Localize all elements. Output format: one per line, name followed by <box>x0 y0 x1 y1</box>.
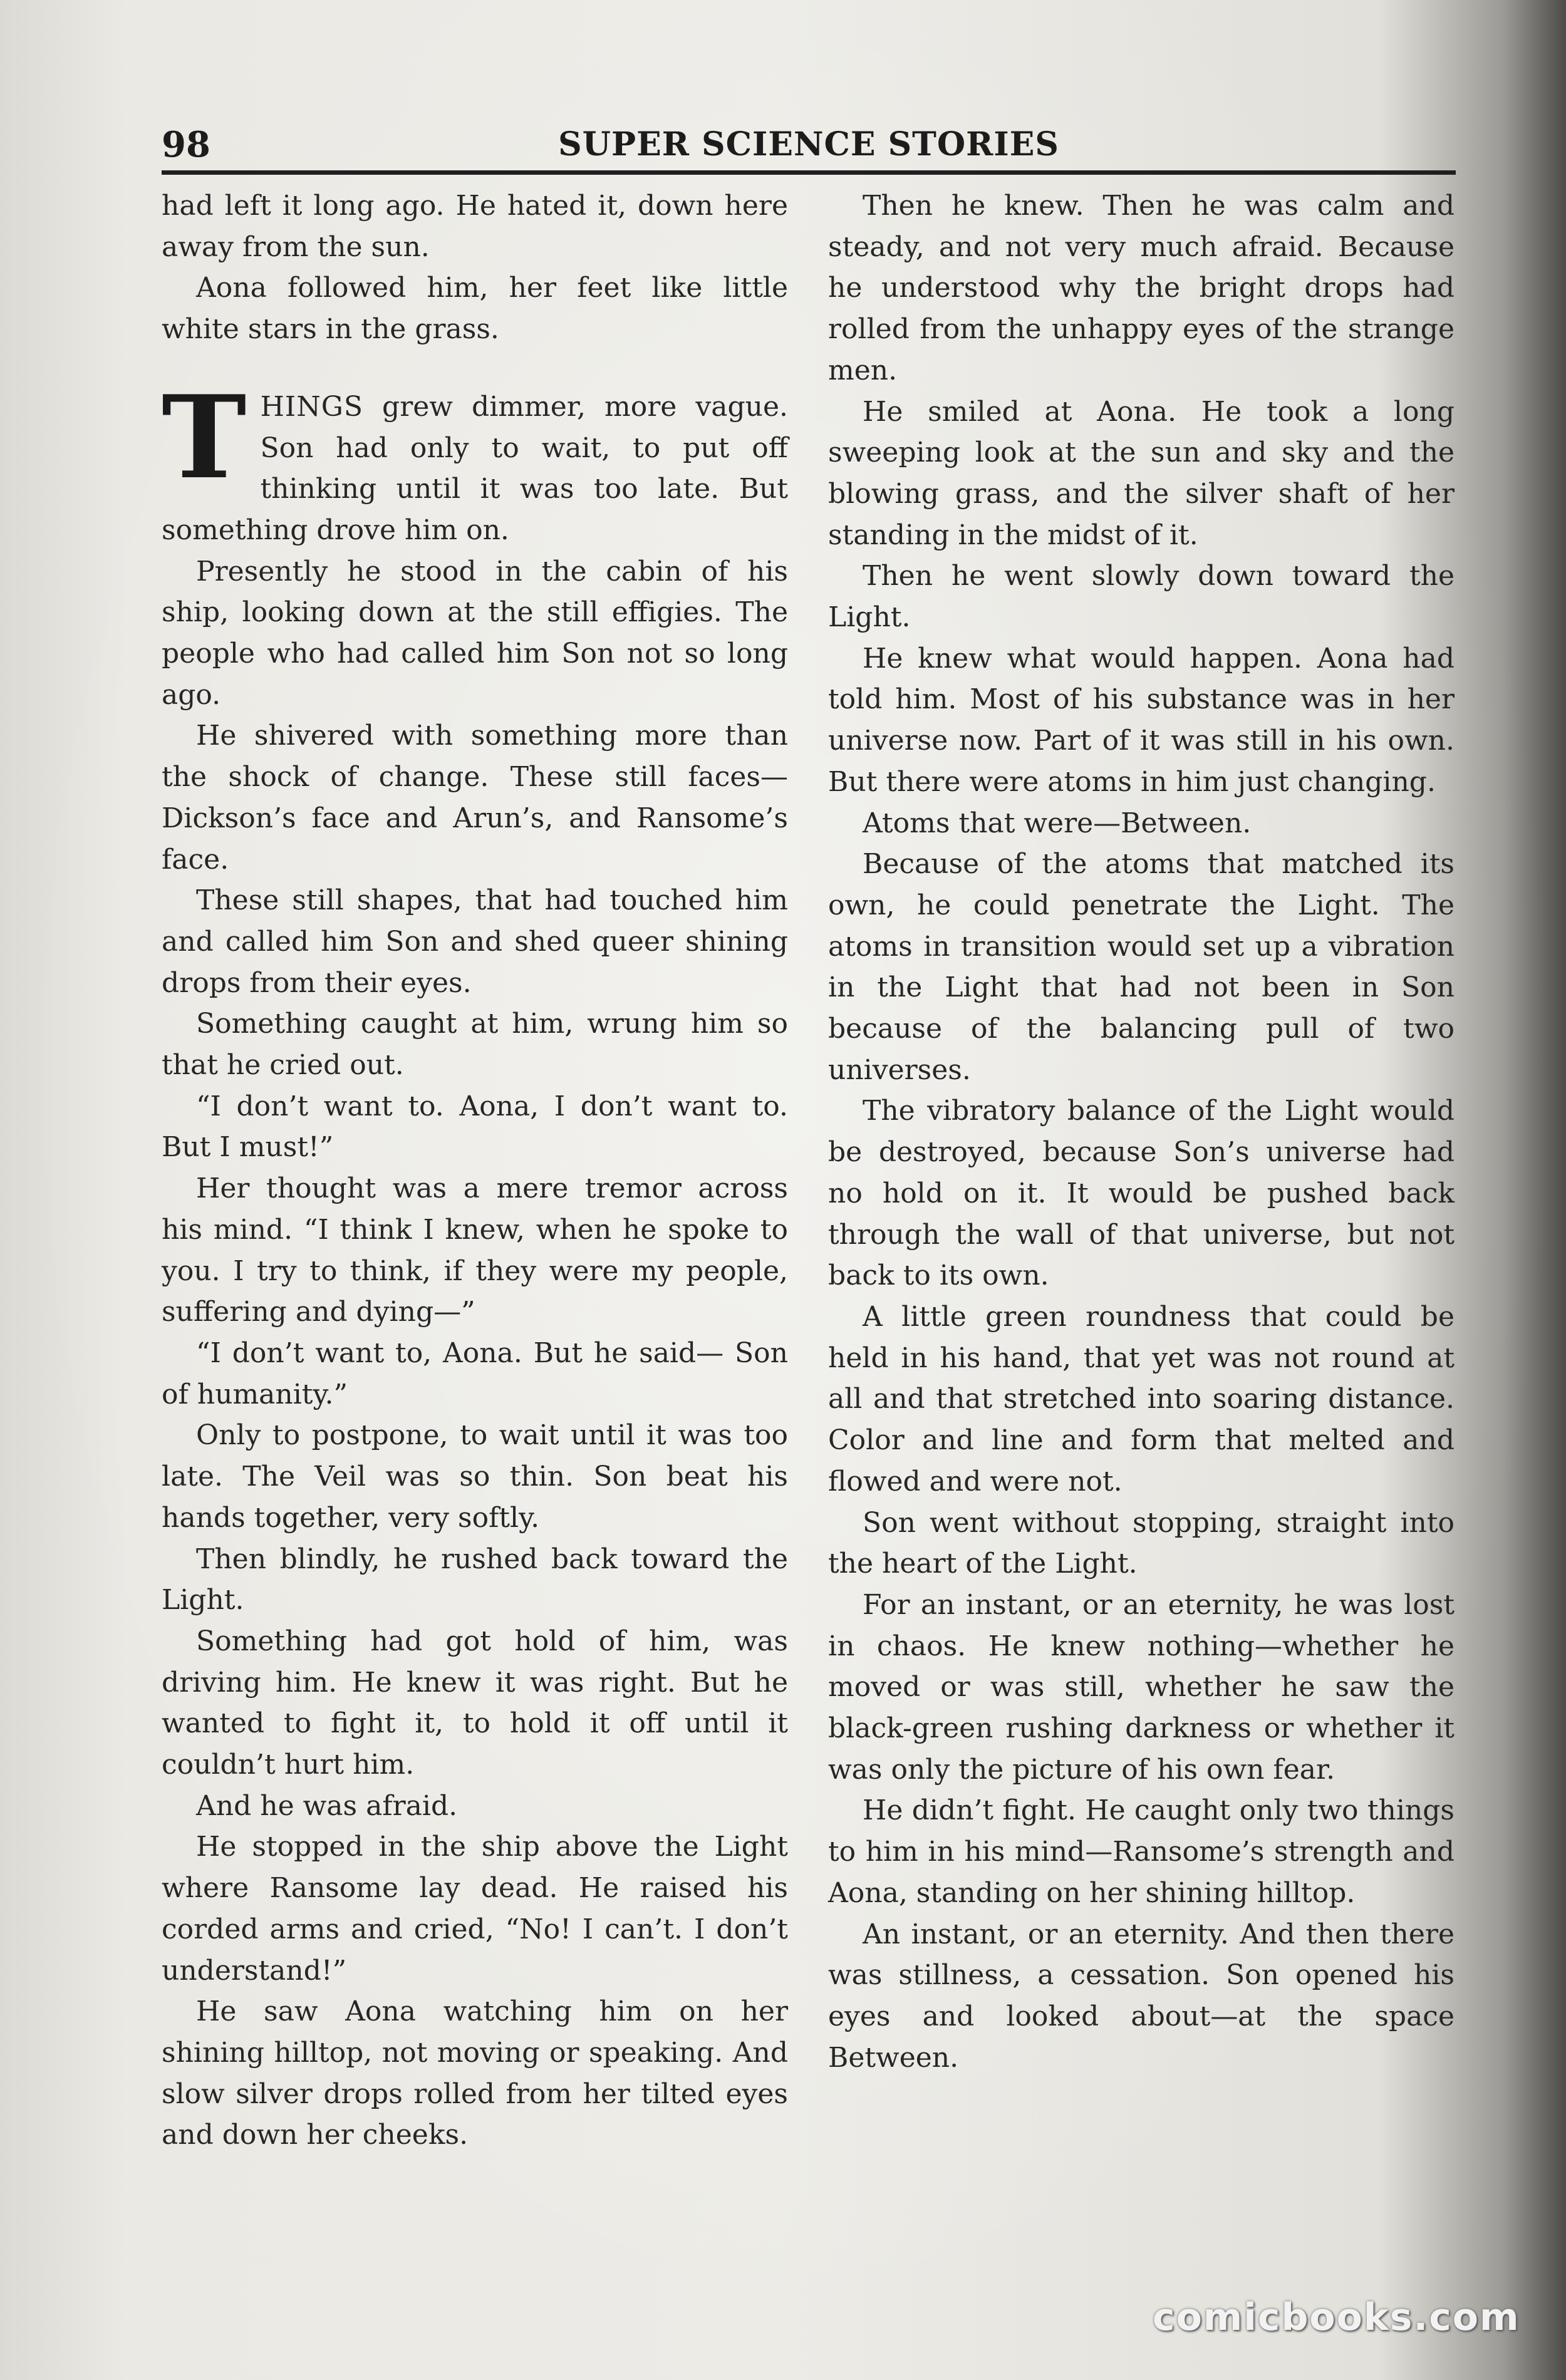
paragraph: Son went without stopping, straight into the heart of the Light. <box>828 1506 1455 1580</box>
paragraph: had left it long ago. He hated it, down here away from the sun. <box>162 190 788 263</box>
drop-cap: T <box>162 370 247 504</box>
right-column <box>828 185 1455 2078</box>
paragraph: For an instant, or an eternity, he was lost in chaos. He knew nothing—whether he moved or was still, whether he saw the black-green rushing darkness or whether it was only the picture of his own fear. <box>828 1588 1455 1786</box>
paragraph: Atoms that were—Between. <box>863 807 1252 839</box>
paragraph: And he was afraid. <box>196 1789 458 1822</box>
paragraph: Presently he stood in the cabin of his ship, looking down at the still effigies. The people who had called him Son not so long ago. <box>162 555 788 711</box>
paragraph: Then he knew. Then he was calm and steady, and not very much afraid. Because he understood why the bright drops had rolled from the unhappy eyes of the strange men. <box>828 190 1455 386</box>
watermark-logo: comicbooks.com <box>1153 2295 1520 2339</box>
paragraph: He shivered with something more than the shock of change. These still faces— Dickson’s face and Arun’s, and Ransome’s face. <box>162 720 788 876</box>
paragraph: “I don’t want to. Aona, I don’t want to. But I must!” <box>162 1090 788 1164</box>
paragraph: He smiled at Aona. He took a long sweeping look at the sun and sky and the blowing grass, and the silver shaft of her standing in the midst of it. <box>828 395 1455 551</box>
paragraph: He didn’t fight. He caught only two things to him in his mind—Ransome’s strength and Aona, standing on her shining hilltop. <box>828 1794 1455 1909</box>
section-start-text: grew dimmer, more vague. Son had only to wait, to put off thinking until it was too late. But something drove him on. <box>162 390 788 546</box>
paragraph: Something had got hold of him, was driving him. He knew it was right. But he wanted to fight it, to hold it off until it couldn’t hurt him. <box>162 1625 788 1781</box>
page-number: 98 <box>162 124 210 165</box>
paragraph: Because of the atoms that matched its own, he could penetrate the Light. The atoms in transition would set up a vibration in the Light that had not been in Son because of the balancing pull of two universes. <box>828 848 1455 1086</box>
section-start-paragraph <box>162 370 788 551</box>
paragraph: Then blindly, he rushed back toward the Light. <box>162 1543 788 1617</box>
small-caps-lead: HINGS <box>260 390 363 423</box>
paragraph: An instant, or an eternity. And then there was stillness, a cessation. Son opened his eyes and looked about—at the space Between. <box>828 1918 1455 2074</box>
paragraph: Only to postpone, to wait until it was too late. The Veil was so thin. Son beat his hands together, very softly. <box>162 1419 788 1534</box>
paragraph: These still shapes, that had touched him and called him Son and shed queer shining drops from their eyes. <box>162 884 788 999</box>
paragraph: Her thought was a mere tremor across his mind. “I think I knew, when he spoke to you. I try to think, if they were my people, suffering and dying—” <box>162 1172 788 1328</box>
paragraph: He saw Aona watching him on her shining hilltop, not moving or speaking. And slow silver drops rolled from her tilted eyes and down her cheeks. <box>162 1995 788 2151</box>
paragraph: He knew what would happen. Aona had told him. Most of his substance was in her universe now. Part of it was still in his own. But there were atoms in him just changing. <box>828 642 1455 798</box>
paragraph: He stopped in the ship above the Light where Ransome lay dead. He raised his corded arms and cried, “No! I can’t. I don’t understand!” <box>162 1831 788 1987</box>
left-column <box>162 185 788 2156</box>
paragraph: Aona followed him, her feet like little white stars in the grass. <box>162 272 788 346</box>
magazine-title: SUPER SCIENCE STORIES <box>558 125 1059 163</box>
header-rule <box>162 170 1456 175</box>
paragraph: Something caught at him, wrung him so that he cried out. <box>162 1008 788 1082</box>
paragraph: “I don’t want to, Aona. But he said— Son of humanity.” <box>162 1337 788 1410</box>
paragraph: The vibratory balance of the Light would be destroyed, because Son’s universe had no hold on it. It would be pushed back through the wall of that universe, but not back to its own. <box>828 1095 1455 1292</box>
paragraph: A little green roundness that could be held in his hand, that yet was not round at all and that stretched into soaring distance. Color and line and form that melted and flowed and were not. <box>828 1300 1455 1498</box>
paragraph: Then he went slowly down toward the Light. <box>828 560 1455 634</box>
page-header <box>162 124 1456 168</box>
